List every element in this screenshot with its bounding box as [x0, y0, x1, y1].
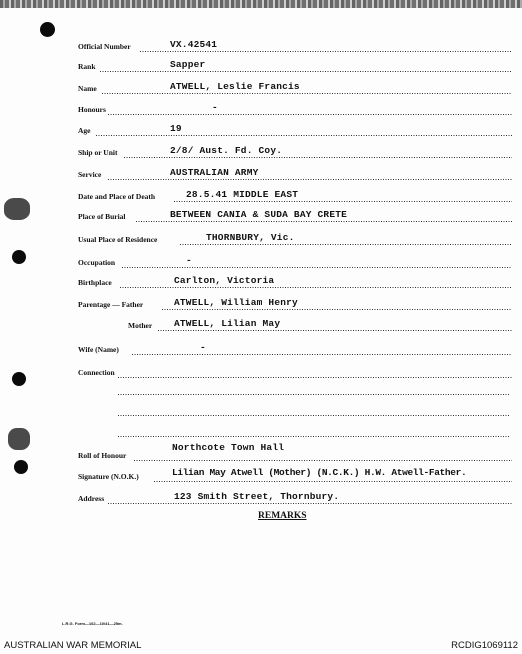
- age-label: Age: [78, 126, 91, 135]
- row-name: [78, 80, 518, 94]
- row-wife: [78, 341, 518, 355]
- wife-value: -: [200, 342, 206, 353]
- honours-value: -: [212, 102, 218, 113]
- ship-or-unit-label: Ship or Unit: [78, 148, 118, 157]
- row-birthplace: [78, 274, 518, 288]
- row-usual-residence: [78, 231, 518, 245]
- remarks-heading: REMARKS: [258, 511, 307, 521]
- official-number-value: VX.42541: [170, 39, 218, 50]
- age-value: 19: [170, 123, 182, 134]
- footer-archive-name: AUSTRALIAN WAR MEMORIAL: [4, 640, 142, 651]
- row-connection: [78, 364, 518, 378]
- place-burial-value: BETWEEN CANIA & SUDA BAY CRETE: [170, 209, 348, 220]
- punch-hole-lower: [12, 372, 26, 386]
- ship-or-unit-value: 2/8/ Aust. Fd. Coy.: [170, 145, 283, 156]
- row-parentage-mother: [78, 317, 518, 331]
- connection-line-3: [118, 415, 510, 416]
- connection-label: Connection: [78, 368, 115, 377]
- wife-label: Wife (Name): [78, 345, 119, 354]
- signature-nok-value: Lilian May Atwell (Mother) (N.C.K.) H.W. Atwell-Father.: [172, 467, 467, 478]
- row-parentage-father: [78, 296, 518, 310]
- parentage-father-value: ATWELL, William Henry: [174, 297, 298, 308]
- roll-of-honour-label: Roll of Honour: [78, 451, 127, 460]
- row-official-number: [78, 38, 518, 52]
- form-number: L.R.G. Form—162—10/41—25m.: [62, 621, 123, 626]
- official-number-label: Official Number: [78, 42, 131, 51]
- usual-residence-value: THORNBURY, Vic.: [206, 232, 295, 243]
- roll-of-honour-value: Northcote Town Hall: [172, 442, 285, 453]
- occupation-value: -: [186, 255, 192, 266]
- signature-nok-label: Signature (N.O.K.): [78, 472, 139, 481]
- date-place-death-value: 28.5.41 MIDDLE EAST: [186, 189, 299, 200]
- service-value: AUSTRALIAN ARMY: [170, 167, 259, 178]
- name-label: Name: [78, 84, 97, 93]
- row-occupation: [78, 254, 518, 268]
- punch-hole-top: [40, 22, 55, 37]
- birthplace-label: Birthplace: [78, 278, 112, 287]
- row-place-burial: [78, 208, 518, 222]
- address-label: Address: [78, 494, 105, 503]
- binding-mark-upper: [4, 198, 30, 220]
- address-value: 123 Smith Street, Thornbury.: [174, 491, 340, 502]
- binding-mark-lower: [8, 428, 30, 450]
- row-rank: [78, 58, 518, 72]
- rank-label: Rank: [78, 62, 96, 71]
- punch-hole-bottom: [14, 460, 28, 474]
- name-value: ATWELL, Leslie Francis: [170, 81, 300, 92]
- service-label: Service: [78, 170, 102, 179]
- parentage-mother-value: ATWELL, Lilian May: [174, 318, 281, 329]
- row-roll-of-honour: [78, 442, 518, 461]
- row-date-place-death: [78, 188, 518, 202]
- footer-record-id: RCDIG1069112: [451, 640, 518, 651]
- birthplace-value: Carlton, Victoria: [174, 275, 275, 286]
- punch-hole-upper: [12, 250, 26, 264]
- row-signature-nok: [78, 468, 518, 482]
- date-place-death-label: Date and Place of Death: [78, 192, 156, 201]
- parentage-mother-label: Mother: [128, 321, 153, 330]
- row-service: [78, 166, 518, 180]
- row-ship-or-unit: [78, 144, 518, 158]
- row-honours: [78, 101, 518, 115]
- parentage-father-label: Parentage — Father: [78, 300, 144, 309]
- connection-line-4: [118, 436, 510, 437]
- usual-residence-label: Usual Place of Residence: [78, 235, 158, 244]
- row-age: [78, 122, 518, 136]
- occupation-label: Occupation: [78, 258, 116, 267]
- honours-label: Honours: [78, 105, 106, 114]
- row-address: [78, 490, 518, 504]
- connection-line-2: [118, 394, 510, 395]
- place-burial-label: Place of Burial: [78, 212, 126, 221]
- scan-top-edge: [0, 0, 522, 8]
- rank-value: Sapper: [170, 59, 206, 70]
